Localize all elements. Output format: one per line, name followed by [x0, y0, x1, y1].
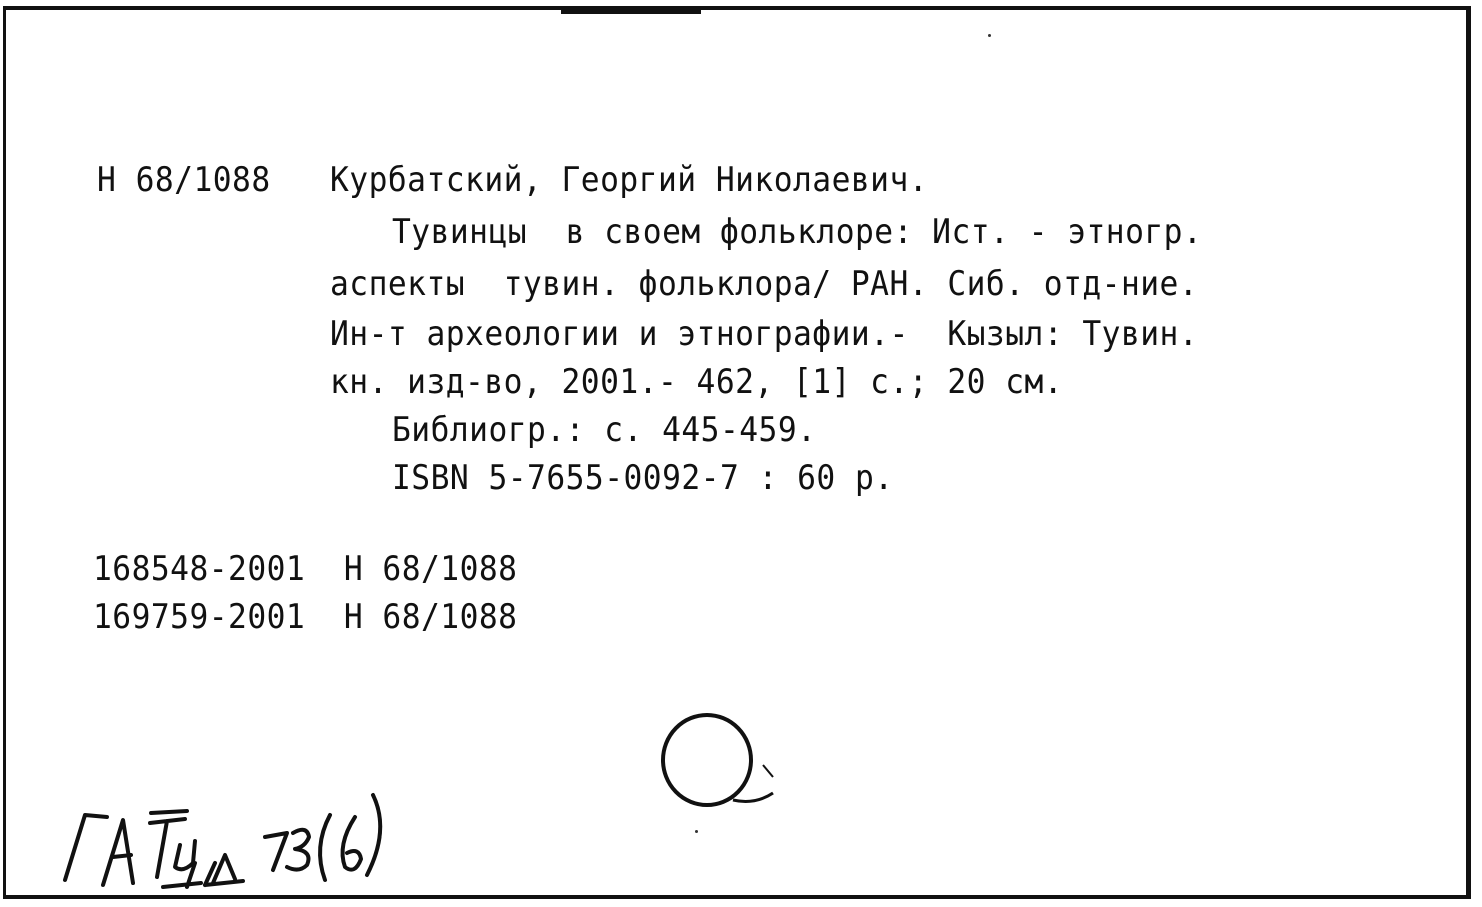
- inventory-row: [93, 597, 517, 637]
- title-line-1: Тувинцы в своем фольклоре: Ист. - этногр.: [392, 212, 1203, 252]
- inventory-number: 168548-2001: [93, 549, 306, 589]
- inventory-number: 169759-2001: [93, 597, 306, 637]
- author-heading: Курбатский, Георгий Николаевич.: [330, 160, 929, 200]
- title-line-2: аспекты тувин. фольклора/ РАН. Сиб. отд-ние.: [330, 264, 1199, 304]
- call-number: Н 68/1088: [97, 160, 271, 200]
- title-line-4: кн. изд-во, 2001.- 462, [1] с.; 20 см.: [330, 362, 1064, 402]
- inventory-row: [93, 549, 517, 589]
- scan-speck: [695, 830, 698, 833]
- card-top-mark: [561, 10, 701, 14]
- inventory-shelfmark: Н 68/1088: [343, 597, 518, 637]
- title-line-3: Ин-т археологии и этнографии.- Кызыл: Тувин.: [330, 314, 1199, 354]
- bibliography-note: Библиогр.: с. 445-459.: [392, 410, 817, 450]
- inventory-shelfmark: Н 68/1088: [343, 549, 518, 589]
- handwritten-signature: [55, 775, 415, 899]
- isbn-price: ISBN 5-7655-0092-7 : 60 р.: [392, 458, 894, 498]
- scan-speck: [988, 34, 991, 37]
- circle-stamp-icon: [655, 705, 805, 829]
